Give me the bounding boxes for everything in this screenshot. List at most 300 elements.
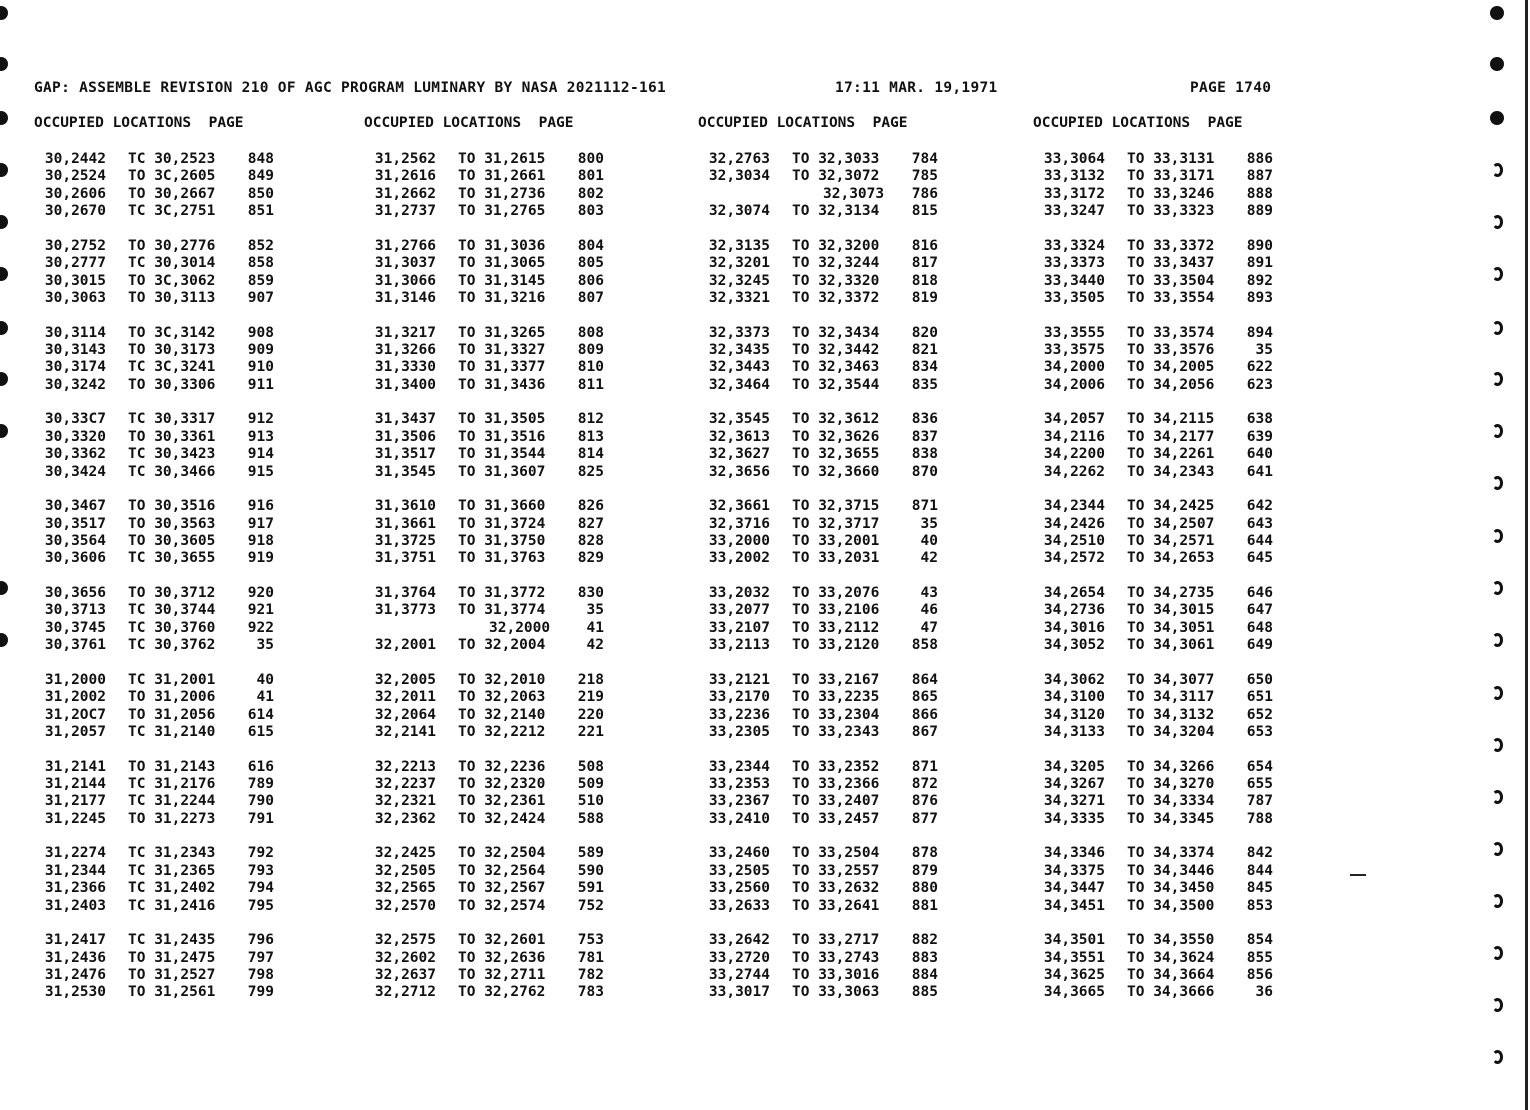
location-start: 33,3505: [1043, 290, 1105, 306]
page-ref: 916: [247, 498, 274, 515]
location-start: 33,2410: [708, 810, 770, 827]
table-row: [364, 845, 624, 862]
location-start: 33,2113: [708, 637, 770, 654]
table-row: [698, 932, 958, 949]
table-row: [698, 377, 958, 394]
table-row: [34, 446, 294, 463]
location-start: 31,2366: [44, 880, 106, 897]
location-end: TO 32,3463: [792, 359, 880, 376]
page-ref: 819: [911, 290, 938, 306]
location-end: TO 33,2366: [792, 776, 880, 792]
page-ref: 821: [911, 342, 938, 358]
location-start: 32,2570: [374, 897, 436, 914]
table-row: [34, 845, 294, 862]
location-start: 31,2562: [374, 151, 436, 167]
print-timestamp: 17:11 MAR. 19,1971: [835, 80, 998, 96]
location-start: 34,2057: [1043, 411, 1105, 428]
table-row: [1033, 498, 1293, 515]
location-start: 32,2425: [374, 845, 436, 862]
feed-hole-icon: [1492, 215, 1503, 229]
location-start: 32,2237: [374, 776, 436, 792]
page-ref: 796: [247, 932, 274, 949]
feed-hole-icon: [1492, 529, 1503, 543]
page-ref: 40: [256, 671, 274, 688]
location-start: 31,3751: [374, 550, 436, 567]
page-ref: 646: [1246, 585, 1273, 601]
location-end: TO 33,2717: [792, 932, 880, 949]
location-end: TC 31,2176: [128, 776, 216, 792]
table-row: [34, 707, 294, 724]
table-row: [34, 342, 294, 359]
location-end: TO 34,3345: [1127, 810, 1215, 827]
location-start: 32,3716: [708, 515, 770, 532]
assembly-title: GAP: ASSEMBLE REVISION 210 OF AGC PROGRAM LUMINARY BY NASA 2021112-161: [34, 80, 667, 96]
feed-hole-icon: [0, 633, 8, 647]
location-start: 30,3564: [44, 533, 106, 549]
page-ref: 622: [1246, 359, 1273, 376]
page-ref: 908: [247, 324, 274, 341]
location-start: 30,2670: [44, 203, 106, 220]
feed-hole-icon: [1492, 894, 1503, 908]
page-ref: 789: [247, 776, 274, 792]
location-start: 34,3205: [1043, 758, 1105, 775]
table-row: [1033, 845, 1293, 862]
page-ref: 588: [577, 810, 604, 827]
location-start: 34,3625: [1043, 967, 1105, 983]
location-start: 30,3063: [44, 290, 106, 306]
page-ref: 35: [586, 602, 604, 619]
location-end: TO 32,3320: [792, 272, 880, 289]
location-start: 34,3447: [1043, 880, 1105, 897]
location-end: 32,2000: [489, 619, 551, 636]
location-start: 30,33C7: [44, 411, 106, 428]
location-end: TO 32,3033: [792, 151, 880, 167]
location-end: TO 31,3377: [458, 359, 546, 376]
table-row: [1033, 759, 1293, 776]
page-ref: 807: [577, 290, 604, 306]
table-row: [698, 359, 958, 376]
location-end: TO 34,3666: [1127, 984, 1215, 1001]
location-end: TC 31,2244: [128, 793, 216, 810]
location-end: TO 34,3374: [1127, 845, 1215, 862]
table-row: [34, 325, 294, 342]
page-ref: 871: [911, 758, 938, 775]
location-start: 32,2763: [708, 151, 770, 167]
page-ref: 858: [247, 255, 274, 272]
page-ref: 792: [247, 845, 274, 862]
page-ref: 884: [911, 967, 938, 983]
table-row: [698, 707, 958, 724]
table-row: [34, 811, 294, 828]
page-ref: 649: [1246, 637, 1273, 654]
feed-hole-icon: [1492, 738, 1503, 752]
location-start: 32,3627: [708, 446, 770, 463]
feed-hole-icon: [1490, 6, 1504, 20]
location-end: TO 34,3270: [1127, 776, 1215, 792]
location-end: TO 34,3061: [1127, 637, 1215, 654]
table-row: [364, 429, 624, 446]
table-row: [364, 411, 624, 428]
location-start: 33,2353: [708, 776, 770, 792]
location-end: TO 33,2235: [792, 689, 880, 706]
location-end: TO 31,2006: [128, 689, 216, 706]
page-ref: 820: [911, 324, 938, 341]
table-row: [364, 984, 624, 1001]
location-end: TO 31,3036: [458, 237, 546, 254]
table-row: [364, 186, 624, 203]
location-end: TO 33,3576: [1127, 342, 1215, 358]
page-ref: 47: [920, 619, 938, 636]
table-row: [698, 776, 958, 793]
location-end: TO 30,3516: [128, 498, 216, 515]
location-start: 33,2236: [708, 706, 770, 723]
feed-hole-icon: [0, 111, 8, 125]
location-end: TO 32,2236: [458, 758, 546, 775]
location-end: TC 30,2523: [128, 151, 216, 167]
location-end: TO 32,3200: [792, 237, 880, 254]
page-ref: 41: [256, 689, 274, 706]
location-start: 32,3613: [708, 428, 770, 445]
page-ref: 786: [911, 185, 938, 202]
location-start: 31,2436: [44, 949, 106, 966]
location-start: 31,2403: [44, 897, 106, 914]
table-row: [364, 672, 624, 689]
location-start: 32,2565: [374, 880, 436, 897]
location-end: TO 32,3372: [792, 290, 880, 306]
location-start: 30,3517: [44, 515, 106, 532]
location-end: TO 32,3655: [792, 446, 880, 463]
page-ref: 638: [1246, 411, 1273, 428]
feed-hole-icon: [1490, 111, 1504, 125]
location-end: TO 34,3077: [1127, 671, 1215, 688]
page-ref: 829: [577, 550, 604, 567]
location-end: TO 30,3306: [128, 376, 216, 393]
table-row: [364, 707, 624, 724]
table-row: [698, 498, 958, 515]
location-start: 32,3074: [708, 203, 770, 220]
location-end: TO 32,2564: [458, 862, 546, 879]
location-end: TO 33,2304: [792, 706, 880, 723]
location-start: 32,2011: [374, 689, 436, 706]
page-ref: 43: [920, 585, 938, 601]
table-row: [1033, 550, 1293, 567]
table-row: [364, 620, 624, 637]
location-end: TC 3C,3241: [128, 359, 216, 376]
location-start: 32,2362: [374, 810, 436, 827]
table-row: [1033, 238, 1293, 255]
location-end: TO 33,2504: [792, 845, 880, 862]
page-ref: 654: [1246, 758, 1273, 775]
page-ref: 783: [577, 984, 604, 1001]
location-start: 34,3120: [1043, 706, 1105, 723]
page-ref: 872: [911, 776, 938, 792]
table-row: [698, 724, 958, 741]
page-ref: 827: [577, 515, 604, 532]
page-ref: 848: [247, 151, 274, 167]
location-end: TO 32,2004: [458, 637, 546, 654]
table-row: [698, 255, 958, 272]
feed-hole-icon: [0, 372, 8, 386]
location-start: 31,3146: [374, 290, 436, 306]
location-start: 32,2001: [374, 637, 436, 654]
location-end: TO 33,2352: [792, 758, 880, 775]
location-end: TO 32,2361: [458, 793, 546, 810]
table-row: [1033, 793, 1293, 810]
location-end: TO 34,3446: [1127, 862, 1215, 879]
location-end: TO 31,2661: [458, 168, 546, 185]
page-ref: 882: [911, 932, 938, 949]
feed-hole-icon: [1492, 476, 1503, 490]
location-end: TO 33,3504: [1127, 272, 1215, 289]
location-start: 32,3661: [708, 498, 770, 515]
location-start: 31,3217: [374, 324, 436, 341]
location-end: TO 34,3266: [1127, 758, 1215, 775]
location-start: 31,2274: [44, 845, 106, 862]
location-start: 33,2121: [708, 671, 770, 688]
location-start: 30,2524: [44, 168, 106, 185]
table-row: [698, 186, 958, 203]
location-end: TO 34,2177: [1127, 428, 1215, 445]
location-end: TO 32,3072: [792, 168, 880, 185]
location-start: 33,2642: [708, 932, 770, 949]
location-end: TO 33,2031: [792, 550, 880, 567]
table-row: [1033, 776, 1293, 793]
table-row: [698, 637, 958, 654]
page-ref: 871: [911, 498, 938, 515]
location-end: TO 32,2212: [458, 724, 546, 740]
location-end: TO 34,2653: [1127, 550, 1215, 567]
table-row: [364, 238, 624, 255]
location-end: TO 30,2776: [128, 237, 216, 254]
table-row: [698, 759, 958, 776]
page-ref: 797: [247, 949, 274, 966]
location-end: TO 32,3612: [792, 411, 880, 428]
location-end: TO 33,3554: [1127, 290, 1215, 306]
location-end: 32,3073: [823, 185, 885, 202]
page-ref: 920: [247, 585, 274, 601]
page-ref: 858: [911, 637, 938, 654]
location-end: TO 31,2273: [128, 810, 216, 827]
location-end: TO 31,3544: [458, 446, 546, 463]
location-end: TO 31,3750: [458, 533, 546, 549]
page-ref: 218: [577, 671, 604, 688]
table-row: [34, 672, 294, 689]
location-start: 32,3245: [708, 272, 770, 289]
location-start: 33,2032: [708, 585, 770, 601]
table-row: [698, 533, 958, 550]
page-ref: 911: [247, 376, 274, 393]
location-end: TO 31,2561: [128, 984, 216, 1001]
location-start: 31,3517: [374, 446, 436, 463]
location-start: 33,2170: [708, 689, 770, 706]
feed-hole-icon: [1492, 790, 1503, 804]
location-end: TO 33,2743: [792, 949, 880, 966]
table-row: [1033, 446, 1293, 463]
location-end: TO 31,3607: [458, 463, 546, 480]
location-start: 34,2344: [1043, 498, 1105, 515]
feed-hole-icon: [0, 215, 8, 229]
table-row: [34, 759, 294, 776]
table-row: [34, 585, 294, 602]
table-row: [364, 359, 624, 376]
page-ref: 890: [1246, 237, 1273, 254]
location-end: TO 30,3563: [128, 515, 216, 532]
page-ref: 46: [920, 602, 938, 619]
location-end: TO 33,2557: [792, 862, 880, 879]
table-row: [364, 950, 624, 967]
location-start: 31,2245: [44, 810, 106, 827]
table-row: [1033, 464, 1293, 481]
table-row: [364, 811, 624, 828]
location-start: 31,2177: [44, 793, 106, 810]
page-ref: 591: [577, 880, 604, 897]
location-start: 34,2510: [1043, 533, 1105, 549]
location-end: TC 31,2435: [128, 932, 216, 949]
location-start: 31,3437: [374, 411, 436, 428]
location-start: 31,3764: [374, 585, 436, 601]
page-ref: 42: [920, 550, 938, 567]
location-start: 33,2000: [708, 533, 770, 549]
table-row: [364, 967, 624, 984]
page-ref: 878: [911, 845, 938, 862]
page-ref: 642: [1246, 498, 1273, 515]
table-row: [364, 759, 624, 776]
page-ref: 909: [247, 342, 274, 358]
page-ref: 835: [911, 376, 938, 393]
location-start: 33,3247: [1043, 203, 1105, 220]
feed-hole-icon: [0, 321, 8, 335]
page-ref: 752: [577, 897, 604, 914]
location-start: 32,3656: [708, 463, 770, 480]
table-row: [1033, 898, 1293, 915]
table-row: [1033, 273, 1293, 290]
location-start: 31,2141: [44, 758, 106, 775]
page-ref: 219: [577, 689, 604, 706]
location-end: TO 30,3361: [128, 428, 216, 445]
table-row: [34, 411, 294, 428]
location-end: TO 32,3626: [792, 428, 880, 445]
location-start: 32,2575: [374, 932, 436, 949]
table-row: [34, 637, 294, 654]
page-ref: 806: [577, 272, 604, 289]
location-end: TO 31,2475: [128, 949, 216, 966]
location-start: 31,2662: [374, 185, 436, 202]
feed-hole-icon: [1492, 372, 1503, 386]
table-row: [34, 203, 294, 220]
page-ref: 641: [1246, 463, 1273, 480]
page-ref: 892: [1246, 272, 1273, 289]
page-ref: 615: [247, 724, 274, 740]
table-row: [364, 151, 624, 168]
location-end: TC 31,2365: [128, 862, 216, 879]
table-row: [698, 984, 958, 1001]
location-end: TO 32,3715: [792, 498, 880, 515]
table-row: [1033, 950, 1293, 967]
location-start: 32,2141: [374, 724, 436, 740]
location-end: TO 31,2736: [458, 185, 546, 202]
location-end: TO 34,3334: [1127, 793, 1215, 810]
feed-hole-icon: [0, 581, 8, 595]
table-row: [364, 533, 624, 550]
location-end: TO 33,3016: [792, 967, 880, 983]
location-start: 30,2752: [44, 237, 106, 254]
location-start: 34,3346: [1043, 845, 1105, 862]
page-ref: 220: [577, 706, 604, 723]
location-end: TO 30,3605: [128, 533, 216, 549]
page-ref: 849: [247, 168, 274, 185]
location-end: TO 33,2112: [792, 619, 880, 636]
location-start: 33,2305: [708, 724, 770, 740]
page-ref: 877: [911, 810, 938, 827]
table-row: [698, 203, 958, 220]
table-row: [34, 168, 294, 185]
location-end: TO 34,2571: [1127, 533, 1215, 549]
table-row: [364, 377, 624, 394]
table-row: [34, 186, 294, 203]
table-row: [1033, 932, 1293, 949]
page-ref: 912: [247, 411, 274, 428]
location-end: TC 31,2416: [128, 897, 216, 914]
table-row: [698, 238, 958, 255]
table-row: [698, 273, 958, 290]
page-ref: 651: [1246, 689, 1273, 706]
location-end: TO 31,3763: [458, 550, 546, 567]
page-ref: 652: [1246, 706, 1273, 723]
page-ref: 623: [1246, 376, 1273, 393]
page-ref: 813: [577, 428, 604, 445]
table-row: [1033, 290, 1293, 307]
page-ref: 509: [577, 776, 604, 792]
table-row: [698, 168, 958, 185]
table-row: [1033, 168, 1293, 185]
page-ref: 851: [247, 203, 274, 220]
table-row: [698, 811, 958, 828]
location-start: 34,3016: [1043, 619, 1105, 636]
location-start: 33,3132: [1043, 168, 1105, 185]
location-start: 30,3467: [44, 498, 106, 515]
page-ref: 854: [1246, 932, 1273, 949]
table-row: [698, 602, 958, 619]
location-end: TO 31,3265: [458, 324, 546, 341]
location-start: 34,2000: [1043, 359, 1105, 376]
location-end: TO 33,3171: [1127, 168, 1215, 185]
table-row: [1033, 967, 1293, 984]
location-end: TO 31,3065: [458, 255, 546, 272]
location-end: TO 34,2056: [1127, 376, 1215, 393]
page-ref: 648: [1246, 619, 1273, 636]
table-row: [34, 273, 294, 290]
location-end: TC 31,2402: [128, 880, 216, 897]
location-end: TC 30,3317: [128, 411, 216, 428]
table-row: [1033, 811, 1293, 828]
location-end: TO 32,2504: [458, 845, 546, 862]
location-start: 32,3373: [708, 324, 770, 341]
page-ref: 826: [577, 498, 604, 515]
location-start: 32,3435: [708, 342, 770, 358]
page-ref: 787: [1246, 793, 1273, 810]
location-end: TO 32,2424: [458, 810, 546, 827]
table-row: [34, 429, 294, 446]
location-start: 30,3143: [44, 342, 106, 358]
table-row: [1033, 863, 1293, 880]
page-ref: 886: [1246, 151, 1273, 167]
location-end: TO 33,2167: [792, 671, 880, 688]
location-start: 33,2505: [708, 862, 770, 879]
table-row: [364, 273, 624, 290]
table-row: [1033, 516, 1293, 533]
location-start: 31,2616: [374, 168, 436, 185]
location-end: TO 34,3117: [1127, 689, 1215, 706]
